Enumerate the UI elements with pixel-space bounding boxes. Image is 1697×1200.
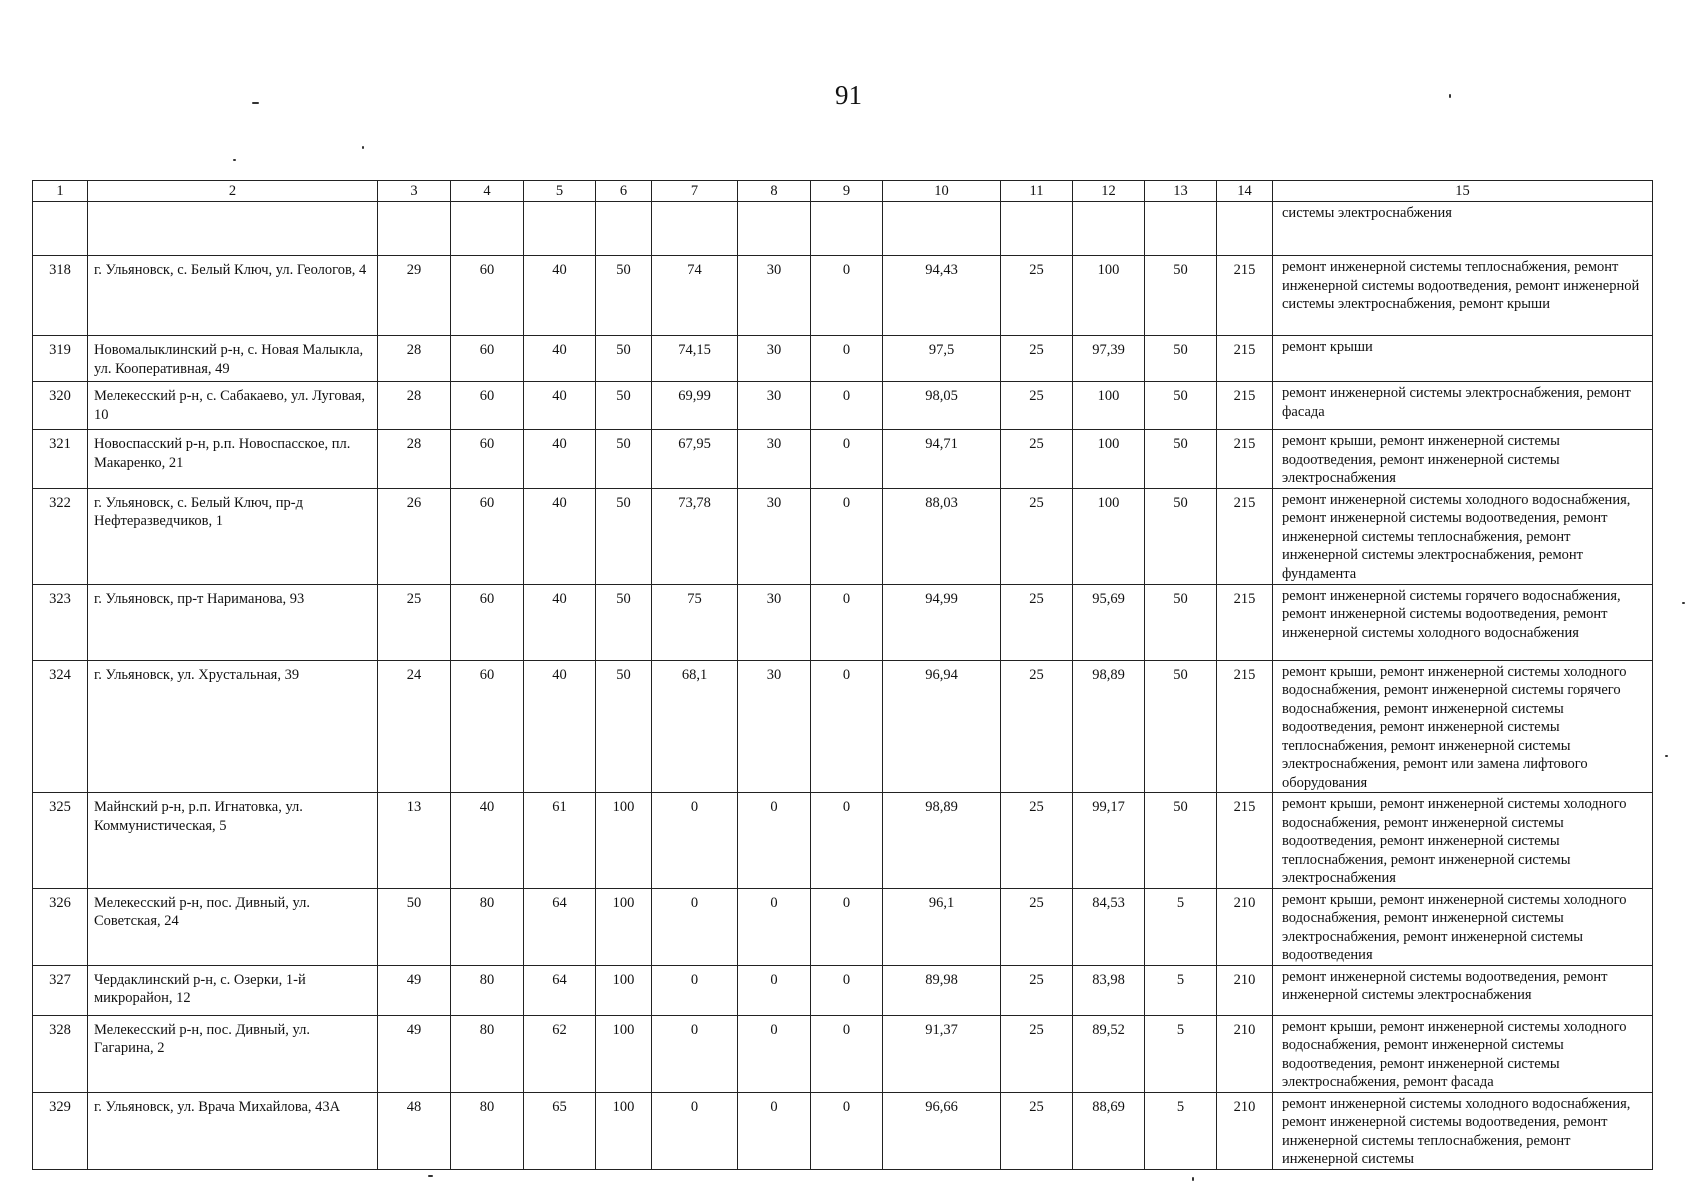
table-cell (33, 202, 88, 256)
table-row (33, 1015, 1653, 1092)
value-cell: 210 (1217, 965, 1273, 1015)
table-cell (596, 202, 652, 256)
value-cell: 40 (524, 336, 596, 382)
works-cell: ремонт крыши, ремонт инженерной системы водоотведения, ремонт инженерной системы электроснабжения (1273, 430, 1653, 489)
column-number-header: 14 (1217, 181, 1273, 202)
value-cell: 89,52 (1073, 1015, 1145, 1092)
row-number-cell: 320 (33, 382, 88, 430)
column-number-header: 5 (524, 181, 596, 202)
works-cell: ремонт крыши, ремонт инженерной системы холодного водоснабжения, ремонт инженерной системы водоотведения, ремонт инженерной системы электроснабжения, ремонт фасада (1273, 1015, 1653, 1092)
value-cell: 210 (1217, 1092, 1273, 1169)
row-number-cell: 321 (33, 430, 88, 489)
value-cell: 60 (451, 660, 524, 793)
value-cell: 30 (738, 336, 811, 382)
value-cell: 0 (652, 965, 738, 1015)
value-cell: 88,69 (1073, 1092, 1145, 1169)
value-cell: 40 (524, 488, 596, 584)
value-cell: 28 (378, 430, 451, 489)
column-number-header: 15 (1273, 181, 1653, 202)
value-cell: 215 (1217, 336, 1273, 382)
value-cell: 98,05 (883, 382, 1001, 430)
table-cell (1001, 202, 1073, 256)
value-cell: 94,43 (883, 256, 1001, 336)
table-cell (1073, 202, 1145, 256)
value-cell: 80 (451, 1092, 524, 1169)
address-cell: Мелекесский р-н, с. Сабакаево, ул. Луговая, 10 (88, 382, 378, 430)
row-number-cell: 324 (33, 660, 88, 793)
table-row (33, 336, 1653, 382)
value-cell: 0 (811, 256, 883, 336)
value-cell: 60 (451, 488, 524, 584)
value-cell: 98,89 (883, 793, 1001, 889)
value-cell: 60 (451, 256, 524, 336)
value-cell: 61 (524, 793, 596, 889)
table-row (33, 888, 1653, 965)
value-cell: 215 (1217, 584, 1273, 660)
value-cell: 5 (1145, 965, 1217, 1015)
value-cell: 50 (378, 888, 451, 965)
value-cell: 49 (378, 965, 451, 1015)
value-cell: 0 (652, 888, 738, 965)
value-cell: 75 (652, 584, 738, 660)
value-cell: 215 (1217, 660, 1273, 793)
value-cell: 5 (1145, 1092, 1217, 1169)
value-cell: 0 (652, 793, 738, 889)
value-cell: 69,99 (652, 382, 738, 430)
table-cell (883, 202, 1001, 256)
value-cell: 30 (738, 430, 811, 489)
row-number-cell: 325 (33, 793, 88, 889)
value-cell: 64 (524, 965, 596, 1015)
scan-speck (1665, 755, 1668, 757)
value-cell: 5 (1145, 888, 1217, 965)
value-cell: 100 (1073, 256, 1145, 336)
value-cell: 25 (1001, 1015, 1073, 1092)
value-cell: 97,39 (1073, 336, 1145, 382)
scan-speck (1682, 602, 1685, 604)
value-cell: 210 (1217, 888, 1273, 965)
works-cell: ремонт инженерной системы теплоснабжения, ремонт инженерной системы водоотведения, ремонт инженерной системы электроснабжения, ремонт крыши (1273, 256, 1653, 336)
value-cell: 84,53 (1073, 888, 1145, 965)
value-cell: 100 (596, 1092, 652, 1169)
value-cell: 73,78 (652, 488, 738, 584)
value-cell: 100 (1073, 382, 1145, 430)
column-number-header: 1 (33, 181, 88, 202)
address-cell: г. Ульяновск, с. Белый Ключ, ул. Геологов, 4 (88, 256, 378, 336)
value-cell: 89,98 (883, 965, 1001, 1015)
value-cell: 0 (811, 430, 883, 489)
value-cell: 0 (811, 336, 883, 382)
value-cell: 49 (378, 1015, 451, 1092)
column-number-header: 2 (88, 181, 378, 202)
row-number-cell: 326 (33, 888, 88, 965)
table-row (33, 584, 1653, 660)
value-cell: 0 (811, 965, 883, 1015)
row-number-cell: 319 (33, 336, 88, 382)
value-cell: 60 (451, 430, 524, 489)
value-cell: 0 (811, 1015, 883, 1092)
row-number-cell: 318 (33, 256, 88, 336)
value-cell: 80 (451, 965, 524, 1015)
value-cell: 50 (596, 382, 652, 430)
value-cell: 50 (1145, 336, 1217, 382)
value-cell: 40 (524, 382, 596, 430)
address-cell: Мелекесский р-н, пос. Дивный, ул. Советская, 24 (88, 888, 378, 965)
value-cell: 215 (1217, 488, 1273, 584)
value-cell: 25 (1001, 382, 1073, 430)
works-cell: ремонт крыши, ремонт инженерной системы холодного водоснабжения, ремонт инженерной системы водоотведения, ремонт инженерной системы теплоснабжения, ремонт инженерной системы электроснабжения (1273, 793, 1653, 889)
value-cell: 210 (1217, 1015, 1273, 1092)
column-number-header: 3 (378, 181, 451, 202)
value-cell: 50 (1145, 584, 1217, 660)
table-cell (378, 202, 451, 256)
value-cell: 0 (811, 382, 883, 430)
table-cell (1145, 202, 1217, 256)
address-cell: г. Ульяновск, с. Белый Ключ, пр-д Нефтеразведчиков, 1 (88, 488, 378, 584)
value-cell: 30 (738, 584, 811, 660)
value-cell: 94,71 (883, 430, 1001, 489)
value-cell: 60 (451, 336, 524, 382)
address-cell: Майнский р-н, р.п. Игнатовка, ул. Коммунистическая, 5 (88, 793, 378, 889)
value-cell: 0 (652, 1015, 738, 1092)
value-cell: 0 (738, 1015, 811, 1092)
column-number-header: 11 (1001, 181, 1073, 202)
value-cell: 215 (1217, 256, 1273, 336)
table-row (33, 488, 1653, 584)
value-cell: 50 (596, 488, 652, 584)
works-cell: ремонт инженерной системы электроснабжения, ремонт фасада (1273, 382, 1653, 430)
value-cell: 28 (378, 336, 451, 382)
table-cell (738, 202, 811, 256)
address-cell: Мелекесский р-н, пос. Дивный, ул. Гагарина, 2 (88, 1015, 378, 1092)
value-cell: 30 (738, 382, 811, 430)
address-cell: Новоспасский р-н, р.п. Новоспасское, пл. Макаренко, 21 (88, 430, 378, 489)
value-cell: 30 (738, 660, 811, 793)
value-cell: 25 (1001, 660, 1073, 793)
value-cell: 100 (596, 1015, 652, 1092)
repair-table (32, 180, 1653, 1170)
continuation-row (33, 202, 1653, 256)
value-cell: 97,5 (883, 336, 1001, 382)
value-cell: 83,98 (1073, 965, 1145, 1015)
value-cell: 5 (1145, 1015, 1217, 1092)
column-number-header: 4 (451, 181, 524, 202)
value-cell: 40 (524, 660, 596, 793)
value-cell: 88,03 (883, 488, 1001, 584)
value-cell: 0 (811, 1092, 883, 1169)
column-number-header: 10 (883, 181, 1001, 202)
value-cell: 60 (451, 584, 524, 660)
value-cell: 100 (596, 793, 652, 889)
page-number: 91 (835, 80, 862, 110)
value-cell: 98,89 (1073, 660, 1145, 793)
value-cell: 68,1 (652, 660, 738, 793)
value-cell: 50 (596, 660, 652, 793)
works-cell: ремонт инженерной системы холодного водоснабжения, ремонт инженерной системы водоотведения, ремонт инженерной системы теплоснабжения, ремонт инженерной системы (1273, 1092, 1653, 1169)
value-cell: 0 (811, 660, 883, 793)
column-number-header: 8 (738, 181, 811, 202)
table-row (33, 256, 1653, 336)
value-cell: 91,37 (883, 1015, 1001, 1092)
table-row (33, 965, 1653, 1015)
address-cell: г. Ульяновск, пр-т Нариманова, 93 (88, 584, 378, 660)
value-cell: 64 (524, 888, 596, 965)
scan-speck (1449, 94, 1451, 98)
value-cell: 28 (378, 382, 451, 430)
row-number-cell: 323 (33, 584, 88, 660)
table-cell (811, 202, 883, 256)
works-cell: ремонт инженерной системы водоотведения, ремонт инженерной системы электроснабжения (1273, 965, 1653, 1015)
column-number-header: 9 (811, 181, 883, 202)
value-cell: 25 (1001, 336, 1073, 382)
value-cell: 100 (596, 965, 652, 1015)
value-cell: 25 (378, 584, 451, 660)
address-cell: г. Ульяновск, ул. Хрустальная, 39 (88, 660, 378, 793)
value-cell: 50 (1145, 382, 1217, 430)
value-cell: 50 (1145, 256, 1217, 336)
value-cell: 40 (451, 793, 524, 889)
value-cell: 50 (1145, 793, 1217, 889)
value-cell: 99,17 (1073, 793, 1145, 889)
column-number-header: 12 (1073, 181, 1145, 202)
value-cell: 96,1 (883, 888, 1001, 965)
address-cell: г. Ульяновск, ул. Врача Михайлова, 43А (88, 1092, 378, 1169)
value-cell: 25 (1001, 584, 1073, 660)
row-number-cell: 327 (33, 965, 88, 1015)
table-row (33, 382, 1653, 430)
value-cell: 25 (1001, 965, 1073, 1015)
table-cell (88, 202, 378, 256)
value-cell: 96,94 (883, 660, 1001, 793)
table-row (33, 1092, 1653, 1169)
value-cell: 25 (1001, 256, 1073, 336)
value-cell: 65 (524, 1092, 596, 1169)
value-cell: 80 (451, 1015, 524, 1092)
row-number-cell: 322 (33, 488, 88, 584)
value-cell: 30 (738, 488, 811, 584)
value-cell: 0 (738, 965, 811, 1015)
row-number-cell: 329 (33, 1092, 88, 1169)
value-cell: 60 (451, 382, 524, 430)
value-cell: 26 (378, 488, 451, 584)
address-cell: Чердаклинский р-н, с. Озерки, 1-й микрорайон, 12 (88, 965, 378, 1015)
value-cell: 50 (596, 336, 652, 382)
column-number-header: 13 (1145, 181, 1217, 202)
value-cell: 74 (652, 256, 738, 336)
value-cell: 215 (1217, 430, 1273, 489)
value-cell: 25 (1001, 888, 1073, 965)
value-cell: 0 (652, 1092, 738, 1169)
table-cell (524, 202, 596, 256)
works-cell: ремонт крыши, ремонт инженерной системы холодного водоснабжения, ремонт инженерной системы горячего водоснабжения, ремонт инженерной системы водоотведения, ремонт инженерной системы теплоснабжения, ремонт инженерной системы электроснабжения, ремонт или замена лифтового оборудования (1273, 660, 1653, 793)
works-cell: ремонт инженерной системы горячего водоснабжения, ремонт инженерной системы водоотведения, ремонт инженерной системы холодного водоснабжения (1273, 584, 1653, 660)
value-cell: 62 (524, 1015, 596, 1092)
row-number-cell: 328 (33, 1015, 88, 1092)
value-cell: 100 (596, 888, 652, 965)
value-cell: 0 (811, 793, 883, 889)
scan-speck (233, 159, 236, 161)
value-cell: 30 (738, 256, 811, 336)
value-cell: 100 (1073, 430, 1145, 489)
value-cell: 0 (811, 488, 883, 584)
table-cell (451, 202, 524, 256)
value-cell: 94,99 (883, 584, 1001, 660)
value-cell: 25 (1001, 488, 1073, 584)
works-continuation-cell: системы электроснабжения (1273, 202, 1653, 256)
value-cell: 50 (596, 584, 652, 660)
value-cell: 74,15 (652, 336, 738, 382)
value-cell: 67,95 (652, 430, 738, 489)
value-cell: 215 (1217, 793, 1273, 889)
column-number-row (33, 181, 1653, 202)
value-cell: 29 (378, 256, 451, 336)
value-cell: 24 (378, 660, 451, 793)
value-cell: 50 (596, 256, 652, 336)
scan-speck (252, 102, 259, 104)
value-cell: 25 (1001, 793, 1073, 889)
value-cell: 25 (1001, 1092, 1073, 1169)
column-number-header: 7 (652, 181, 738, 202)
value-cell: 80 (451, 888, 524, 965)
scan-speck (362, 146, 364, 149)
value-cell: 95,69 (1073, 584, 1145, 660)
address-cell: Новомалыклинский р-н, с. Новая Малыкла, ул. Кооперативная, 49 (88, 336, 378, 382)
table-cell (1217, 202, 1273, 256)
works-cell: ремонт крыши, ремонт инженерной системы холодного водоснабжения, ремонт инженерной системы электроснабжения, ремонт инженерной системы водоотведения (1273, 888, 1653, 965)
scan-speck (428, 1175, 433, 1177)
value-cell: 40 (524, 256, 596, 336)
value-cell: 50 (1145, 430, 1217, 489)
value-cell: 0 (738, 1092, 811, 1169)
works-cell: ремонт крыши (1273, 336, 1653, 382)
works-cell: ремонт инженерной системы холодного водоснабжения, ремонт инженерной системы водоотведения, ремонт инженерной системы теплоснабжения, ремонт инженерной системы электроснабжения, ремонт фундамента (1273, 488, 1653, 584)
scan-speck (1192, 1177, 1194, 1181)
value-cell: 48 (378, 1092, 451, 1169)
value-cell: 25 (1001, 430, 1073, 489)
value-cell: 96,66 (883, 1092, 1001, 1169)
value-cell: 100 (1073, 488, 1145, 584)
value-cell: 0 (738, 888, 811, 965)
value-cell: 0 (811, 888, 883, 965)
value-cell: 40 (524, 584, 596, 660)
table-row (33, 793, 1653, 889)
table-row (33, 430, 1653, 489)
value-cell: 0 (738, 793, 811, 889)
value-cell: 50 (596, 430, 652, 489)
value-cell: 0 (811, 584, 883, 660)
value-cell: 50 (1145, 488, 1217, 584)
value-cell: 215 (1217, 382, 1273, 430)
column-number-header: 6 (596, 181, 652, 202)
value-cell: 40 (524, 430, 596, 489)
table-cell (652, 202, 738, 256)
value-cell: 13 (378, 793, 451, 889)
value-cell: 50 (1145, 660, 1217, 793)
table-row (33, 660, 1653, 793)
